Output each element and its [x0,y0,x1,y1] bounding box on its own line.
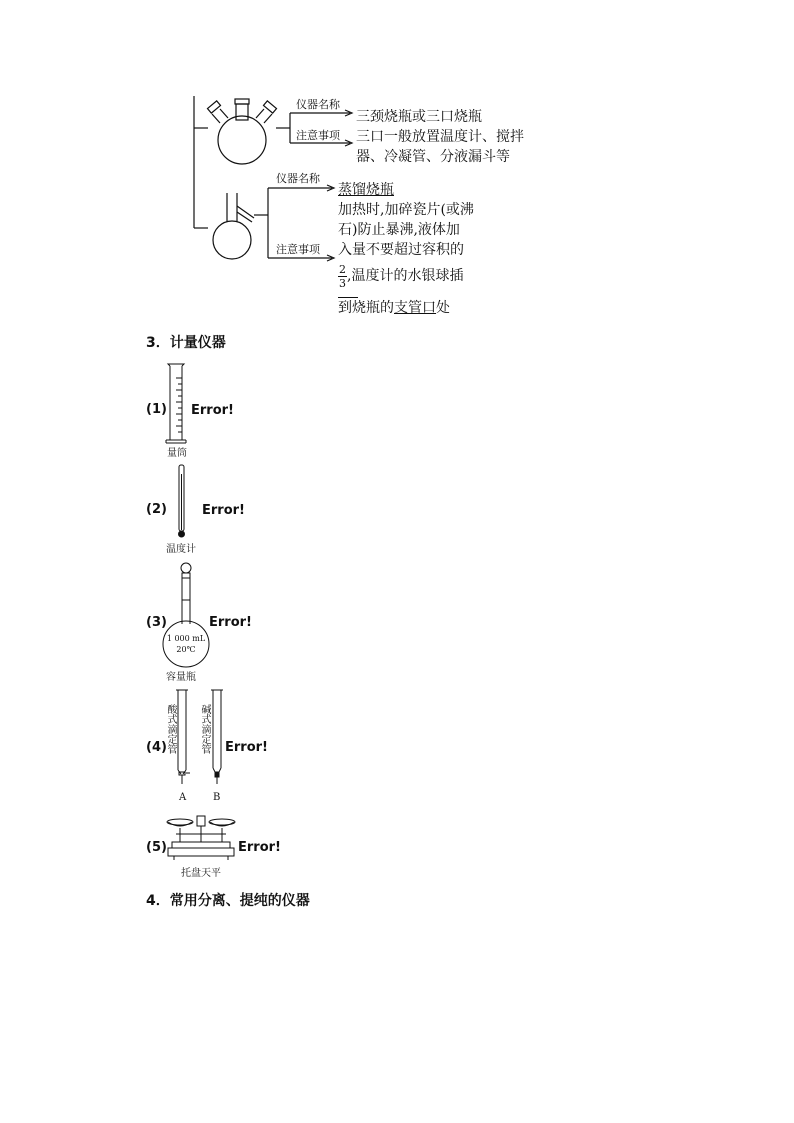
item1-error: Error! [191,403,234,418]
three-neck-name-value: 三颈烧瓶或三口烧瓶 [356,109,482,125]
flask-volume-label: 1 000 mL [166,634,206,643]
item3-number: (3) [146,615,167,630]
divider [338,297,358,298]
three-neck-notes-line2: 器、冷凝管、分液漏斗等 [356,149,510,165]
item4-number: (4) [146,740,167,755]
distilling-notes-line2: 石)防止暴沸,液体加 [338,222,460,238]
burette-b-label: 碱式滴定管 [199,704,210,754]
distilling-notes-line1: 加热时,加碎瓷片(或沸 [338,202,474,218]
item3-error: Error! [209,615,252,630]
three-neck-name-label: 仪器名称 [296,98,340,111]
item1-number: (1) [146,402,167,417]
item5-number: (5) [146,840,167,855]
item5-error: Error! [238,840,281,855]
item2-error: Error! [202,503,245,518]
burette-b-letter: B [213,792,221,803]
section4-title: 4．常用分离、提纯的仪器 [146,893,310,909]
distilling-notes-line3: 入量不要超过容积的 [338,242,464,258]
distilling-flask-icon [213,193,254,259]
item4-error: Error! [225,740,268,755]
item2-number: (2) [146,502,167,517]
burette-a-label: 酸式滴定管 [165,704,176,754]
item3-caption: 容量瓶 [166,672,196,683]
item2-caption: 温度计 [166,544,196,555]
measuring-cylinder-icon [162,362,192,446]
item1-caption: 量筒 [167,448,187,459]
thermometer-icon [174,464,190,540]
burette-a-letter: A [179,792,187,803]
three-neck-notes-line1: 三口一般放置温度计、搅拌 [356,129,524,145]
three-neck-flask-icon [207,99,276,164]
balance-icon [164,812,240,866]
flask-temp-label: 20℃ [176,645,196,654]
three-neck-notes-label: 注意事项 [296,129,340,142]
distilling-name-value: 蒸馏烧瓶 [338,182,394,198]
item5-caption: 托盘天平 [181,868,221,879]
distilling-name-label: 仪器名称 [276,172,320,185]
section3-title: 3．计量仪器 [146,335,226,351]
distilling-notes-line5: 到烧瓶的支管口处 [338,300,450,316]
distilling-notes-line4: $\frac{2}{3}$ ,温度计的水银球插 [339,262,464,290]
distilling-notes-label: 注意事项 [276,243,320,256]
fraction: $\frac{2}{3}$ [339,262,346,290]
